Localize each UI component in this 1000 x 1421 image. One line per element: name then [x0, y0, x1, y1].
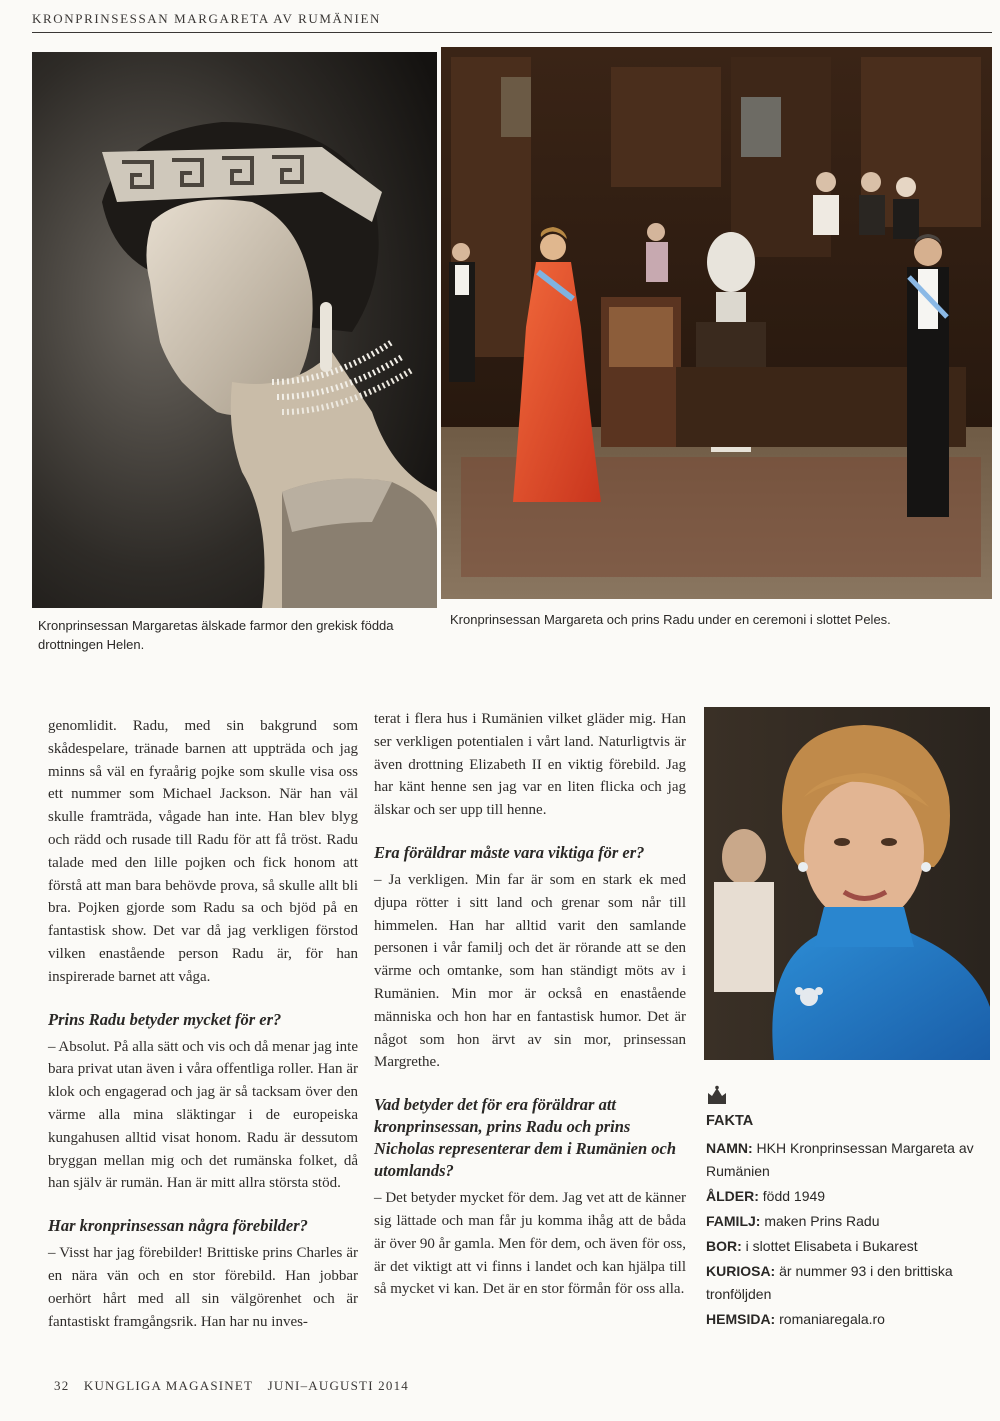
- fakta-box: [706, 1085, 976, 1333]
- article-paragraph: – Ja verkligen. Min far är som en stark ek med djupa rötter i sitt land och grenar som når till himmelen. Han har alltid varit den samlande personen i vår familj och det är rörande att se den värme och omtanke, som han ständigt möts av i Rumänien. Min mor är också en enastående människa och hon har en fantastisk humor. Det är något som hon ärvt av sin mor, prinsessan Margrethe.: [374, 871, 686, 1071]
- article-paragraph: – Det betyder mycket för dem. Jag vet att de känner sig lättade och man får ju komma ihåg att de båda är över 90 år gamla. Men för dem, och även för oss, är det viktigt att vi finns i landet och kan hjälpa till så mycket vi kan. Det är en stor förmån för oss alla.: [374, 1190, 686, 1298]
- photo-queen-helen: [32, 52, 437, 608]
- fakta-value: HKH Kronprinsessan Margareta av Rumänien: [706, 1139, 974, 1179]
- caption-right: Kronprinsessan Margareta och prins Radu under en ceremoni i slottet Peles.: [450, 612, 891, 627]
- fakta-row-name: [706, 1137, 976, 1183]
- fakta-value: i slottet Elisabeta i Bukarest: [745, 1237, 918, 1254]
- fakta-label: KURIOSA:: [706, 1262, 776, 1279]
- fakta-title: FAKTA: [706, 1113, 754, 1129]
- fakta-label: HEMSIDA:: [706, 1310, 776, 1327]
- fakta-label: FAMILJ:: [706, 1212, 761, 1229]
- article-column-2: [374, 708, 686, 1301]
- fakta-value: maken Prins Radu: [764, 1212, 880, 1229]
- article-column-1: [48, 715, 358, 1333]
- fakta-label: ÅLDER:: [706, 1187, 759, 1204]
- article-paragraph: – Absolut. På alla sätt och vis och då menar jag inte bara privat utan även i våra offentliga roller. Han är klok och engagerad och jag är så tacksam över den värme alla mina släktingar i de europeiska kungahusen alltid visat honom. Radu är dessutom bryggan mellan mig och det rumänska folket, då han själv är rumän. Han är mitt allra största stöd.: [48, 1038, 358, 1192]
- photo-ceremony-peles: [441, 47, 992, 599]
- fakta-value: född 1949: [762, 1187, 826, 1204]
- crown-icon: [706, 1085, 728, 1105]
- fakta-label: BOR:: [706, 1237, 742, 1254]
- page-footer: [54, 1378, 419, 1394]
- photo-crown-princess-portrait: [704, 707, 990, 1060]
- fakta-row-residence: [706, 1235, 976, 1258]
- caption-left: Kronprinsessan Margaretas älskade farmor den grekisk födda drottningen Helen.: [38, 618, 394, 652]
- question-heading: Era föräldrar måste vara viktiga för er?: [374, 842, 645, 862]
- question-heading: Vad betyder det för era föräldrar att kronprinsessan, prins Radu och prins Nicholas representerar dem i Rumänien och utomlands?: [374, 1095, 677, 1181]
- fakta-row-curiosa: [706, 1260, 976, 1306]
- fakta-row-family: [706, 1210, 976, 1233]
- article-paragraph: – Visst har jag förebilder! Brittiske prins Charles är en nära vän och en stor förebild. Han jobbar oerhört hårt med all sin välgörenhet och är fantastiskt framgångsrik. Han har nu inves-: [48, 1245, 358, 1330]
- question-heading: Prins Radu betyder mycket för er?: [48, 1009, 282, 1029]
- question-heading: Har kronprinsessan några förebilder?: [48, 1216, 308, 1236]
- fakta-row-website: [706, 1308, 976, 1331]
- fakta-row-age: [706, 1185, 976, 1208]
- issue-date: JUNI–AUGUSTI 2014: [267, 1378, 409, 1393]
- article-paragraph: genomlidit. Radu, med sin bakgrund som skådespelare, tränade barnen att uppträda och jag minns så väl en fyraårig pojke som skulle visa oss ett nummer som Michael Jackson. När han väl skulle framträda, vågade han inte. Han blev blyg och rädd och rusade till Radu för att få tröst. Radu talade med den lille pojken och fick honom att förstå att man bara behövde prova, så skulle allt bli bra. Pojken gjorde som Radu sa och bjöd på en fantastisk show. Det var då jag verkligen förstod vilken enastående person Radu är, för han inspirerade barnet att våga.: [48, 718, 358, 985]
- fakta-value: romaniaregala.ro: [779, 1310, 885, 1327]
- magazine-name: KUNGLIGA MAGASINET: [83, 1378, 254, 1393]
- article-paragraph: terat i flera hus i Rumänien vilket gläder mig. Han ser verkligen potentialen i vårt land. Naturligtvis är även drottning Elizabeth II en viktig förebild. Jag har känt henne sen jag var en liten flicka och jag älskar och ser upp till henne.: [374, 711, 686, 819]
- running-head: KRONPRINSESSAN MARGARETA AV RUMÄNIEN: [32, 6, 992, 33]
- fakta-label: NAMN:: [706, 1139, 753, 1156]
- fakta-value: är nummer 93 i den brittiska tronföljden: [706, 1262, 953, 1302]
- page-number: 32: [54, 1378, 70, 1393]
